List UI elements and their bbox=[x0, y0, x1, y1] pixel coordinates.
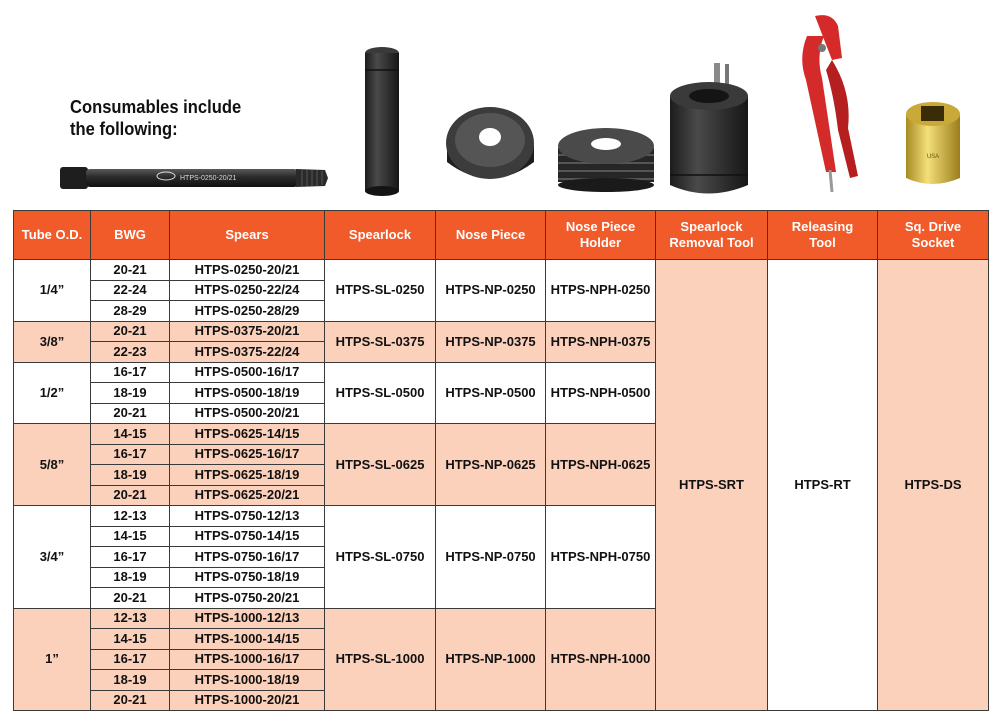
spear-cell: HTPS-0250-22/24 bbox=[170, 280, 325, 301]
col-nose-piece-holder-line2: Holder bbox=[579, 235, 622, 250]
nose-piece-holder-cell: HTPS-NPH-0500 bbox=[546, 362, 656, 424]
col-srt-line2: Removal Tool bbox=[669, 235, 754, 250]
bwg-cell: 20-21 bbox=[91, 588, 170, 609]
col-sq-drive-socket bbox=[878, 211, 989, 260]
socket-engraving: USA bbox=[926, 154, 940, 160]
tube-od-cell: 1” bbox=[14, 608, 91, 711]
spearlock-image bbox=[365, 47, 399, 196]
bwg-cell: 14-15 bbox=[91, 424, 170, 445]
spearlock-cell: HTPS-SL-0625 bbox=[325, 424, 436, 506]
spear-cell: HTPS-1000-14/15 bbox=[170, 629, 325, 650]
bwg-cell: 20-21 bbox=[91, 485, 170, 506]
col-rt-line1: Releasing bbox=[791, 219, 854, 234]
spear-cell: HTPS-0500-20/21 bbox=[170, 403, 325, 424]
col-ds-line1: Sq. Drive bbox=[904, 219, 962, 234]
spearlock-cell: HTPS-SL-0500 bbox=[325, 362, 436, 424]
bwg-cell: 14-15 bbox=[91, 629, 170, 650]
spear-cell: HTPS-0625-16/17 bbox=[170, 444, 325, 465]
bwg-cell: 20-21 bbox=[91, 690, 170, 711]
spear-cell: HTPS-0250-20/21 bbox=[170, 260, 325, 281]
spear-cell: HTPS-0375-22/24 bbox=[170, 342, 325, 363]
spear-cell: HTPS-0625-14/15 bbox=[170, 424, 325, 445]
bwg-cell: 18-19 bbox=[91, 670, 170, 691]
bwg-cell: 18-19 bbox=[91, 567, 170, 588]
spearlock-removal-tool-cell: HTPS-SRT bbox=[656, 260, 768, 711]
bwg-cell: 12-13 bbox=[91, 608, 170, 629]
spear-image bbox=[60, 167, 328, 189]
col-nose-piece-holder bbox=[546, 211, 656, 260]
nose-piece-cell: HTPS-NP-1000 bbox=[436, 608, 546, 711]
tube-od-cell: 1/4” bbox=[14, 260, 91, 322]
spear-cell: HTPS-0625-18/19 bbox=[170, 465, 325, 486]
bwg-cell: 12-13 bbox=[91, 506, 170, 527]
bwg-cell: 18-19 bbox=[91, 465, 170, 486]
col-rt-line2: Tool bbox=[809, 235, 836, 250]
intro-line-2: the following: bbox=[70, 119, 178, 139]
bwg-cell: 16-17 bbox=[91, 444, 170, 465]
spear-cell: HTPS-1000-12/13 bbox=[170, 608, 325, 629]
nose-piece-holder-cell: HTPS-NPH-0625 bbox=[546, 424, 656, 506]
nose-piece-cell: HTPS-NP-0250 bbox=[436, 260, 546, 322]
spearlock-cell: HTPS-SL-1000 bbox=[325, 608, 436, 711]
nose-piece-cell: HTPS-NP-0500 bbox=[436, 362, 546, 424]
col-bwg bbox=[91, 211, 170, 260]
bwg-cell: 16-17 bbox=[91, 362, 170, 383]
bwg-cell: 20-21 bbox=[91, 260, 170, 281]
col-spearlock-removal-tool bbox=[656, 211, 768, 260]
product-photos bbox=[0, 0, 1000, 205]
spear-cell: HTPS-0750-16/17 bbox=[170, 547, 325, 568]
spear-cell: HTPS-0750-14/15 bbox=[170, 526, 325, 547]
col-tube-od bbox=[14, 211, 91, 260]
bwg-cell: 16-17 bbox=[91, 547, 170, 568]
bwg-cell: 20-21 bbox=[91, 321, 170, 342]
spear-cell: HTPS-0500-18/19 bbox=[170, 383, 325, 404]
spear-cell: HTPS-0750-18/19 bbox=[170, 567, 325, 588]
col-nose-piece-label: Nose Piece bbox=[455, 227, 526, 242]
nose-piece-image bbox=[446, 107, 534, 179]
spear-cell: HTPS-0750-20/21 bbox=[170, 588, 325, 609]
bwg-cell: 22-23 bbox=[91, 342, 170, 363]
col-spears-label: Spears bbox=[225, 227, 269, 242]
nose-piece-cell: HTPS-NP-0375 bbox=[436, 321, 546, 362]
col-srt-line1: Spearlock bbox=[680, 219, 743, 234]
spearlock-cell: HTPS-SL-0375 bbox=[325, 321, 436, 362]
bwg-cell: 28-29 bbox=[91, 301, 170, 322]
nose-piece-holder-image bbox=[558, 128, 654, 192]
nose-piece-holder-cell: HTPS-NPH-0750 bbox=[546, 506, 656, 609]
nose-piece-holder-cell: HTPS-NPH-0375 bbox=[546, 321, 656, 362]
releasing-tool-image bbox=[802, 15, 858, 192]
spear-cell: HTPS-1000-18/19 bbox=[170, 670, 325, 691]
spear-cell: HTPS-0500-16/17 bbox=[170, 362, 325, 383]
tube-od-cell: 1/2” bbox=[14, 362, 91, 424]
col-ds-line2: Socket bbox=[911, 235, 955, 250]
spearlock-cell: HTPS-SL-0750 bbox=[325, 506, 436, 609]
col-nose-piece bbox=[436, 211, 546, 260]
intro-line-1: Consumables include bbox=[70, 97, 242, 117]
spearlock-removal-tool-image bbox=[670, 63, 748, 194]
nose-piece-holder-cell: HTPS-NPH-1000 bbox=[546, 608, 656, 711]
bwg-cell: 20-21 bbox=[91, 403, 170, 424]
col-spears bbox=[170, 211, 325, 260]
spear-cell: HTPS-0250-28/29 bbox=[170, 301, 325, 322]
col-bwg-label: BWG bbox=[114, 227, 146, 242]
sq-drive-socket-image bbox=[906, 102, 960, 184]
spear-cell: HTPS-1000-16/17 bbox=[170, 649, 325, 670]
tube-od-cell: 3/8” bbox=[14, 321, 91, 362]
col-spearlock bbox=[325, 211, 436, 260]
nose-piece-cell: HTPS-NP-0625 bbox=[436, 424, 546, 506]
sq-drive-socket-cell: HTPS-DS bbox=[878, 260, 989, 711]
spearlock-cell: HTPS-SL-0250 bbox=[325, 260, 436, 322]
spear-cell: HTPS-1000-20/21 bbox=[170, 690, 325, 711]
bwg-cell: 16-17 bbox=[91, 649, 170, 670]
spear-cell: HTPS-0375-20/21 bbox=[170, 321, 325, 342]
releasing-tool-cell: HTPS-RT bbox=[768, 260, 878, 711]
spear-engraving: HTPS-0250-20/21 bbox=[180, 175, 237, 182]
bwg-cell: 18-19 bbox=[91, 383, 170, 404]
spear-cell: HTPS-0625-20/21 bbox=[170, 485, 325, 506]
tube-od-cell: 3/4” bbox=[14, 506, 91, 609]
nose-piece-cell: HTPS-NP-0750 bbox=[436, 506, 546, 609]
spec-table bbox=[13, 210, 989, 711]
bwg-cell: 22-24 bbox=[91, 280, 170, 301]
table-row bbox=[14, 260, 989, 281]
col-nose-piece-holder-line1: Nose Piece bbox=[565, 219, 636, 234]
col-tube-od-label: Tube O.D. bbox=[21, 227, 83, 242]
tube-od-cell: 5/8” bbox=[14, 424, 91, 506]
spec-table-header bbox=[14, 211, 989, 260]
spear-cell: HTPS-0750-12/13 bbox=[170, 506, 325, 527]
col-releasing-tool bbox=[768, 211, 878, 260]
nose-piece-holder-cell: HTPS-NPH-0250 bbox=[546, 260, 656, 322]
bwg-cell: 14-15 bbox=[91, 526, 170, 547]
col-spearlock-label: Spearlock bbox=[348, 227, 412, 242]
